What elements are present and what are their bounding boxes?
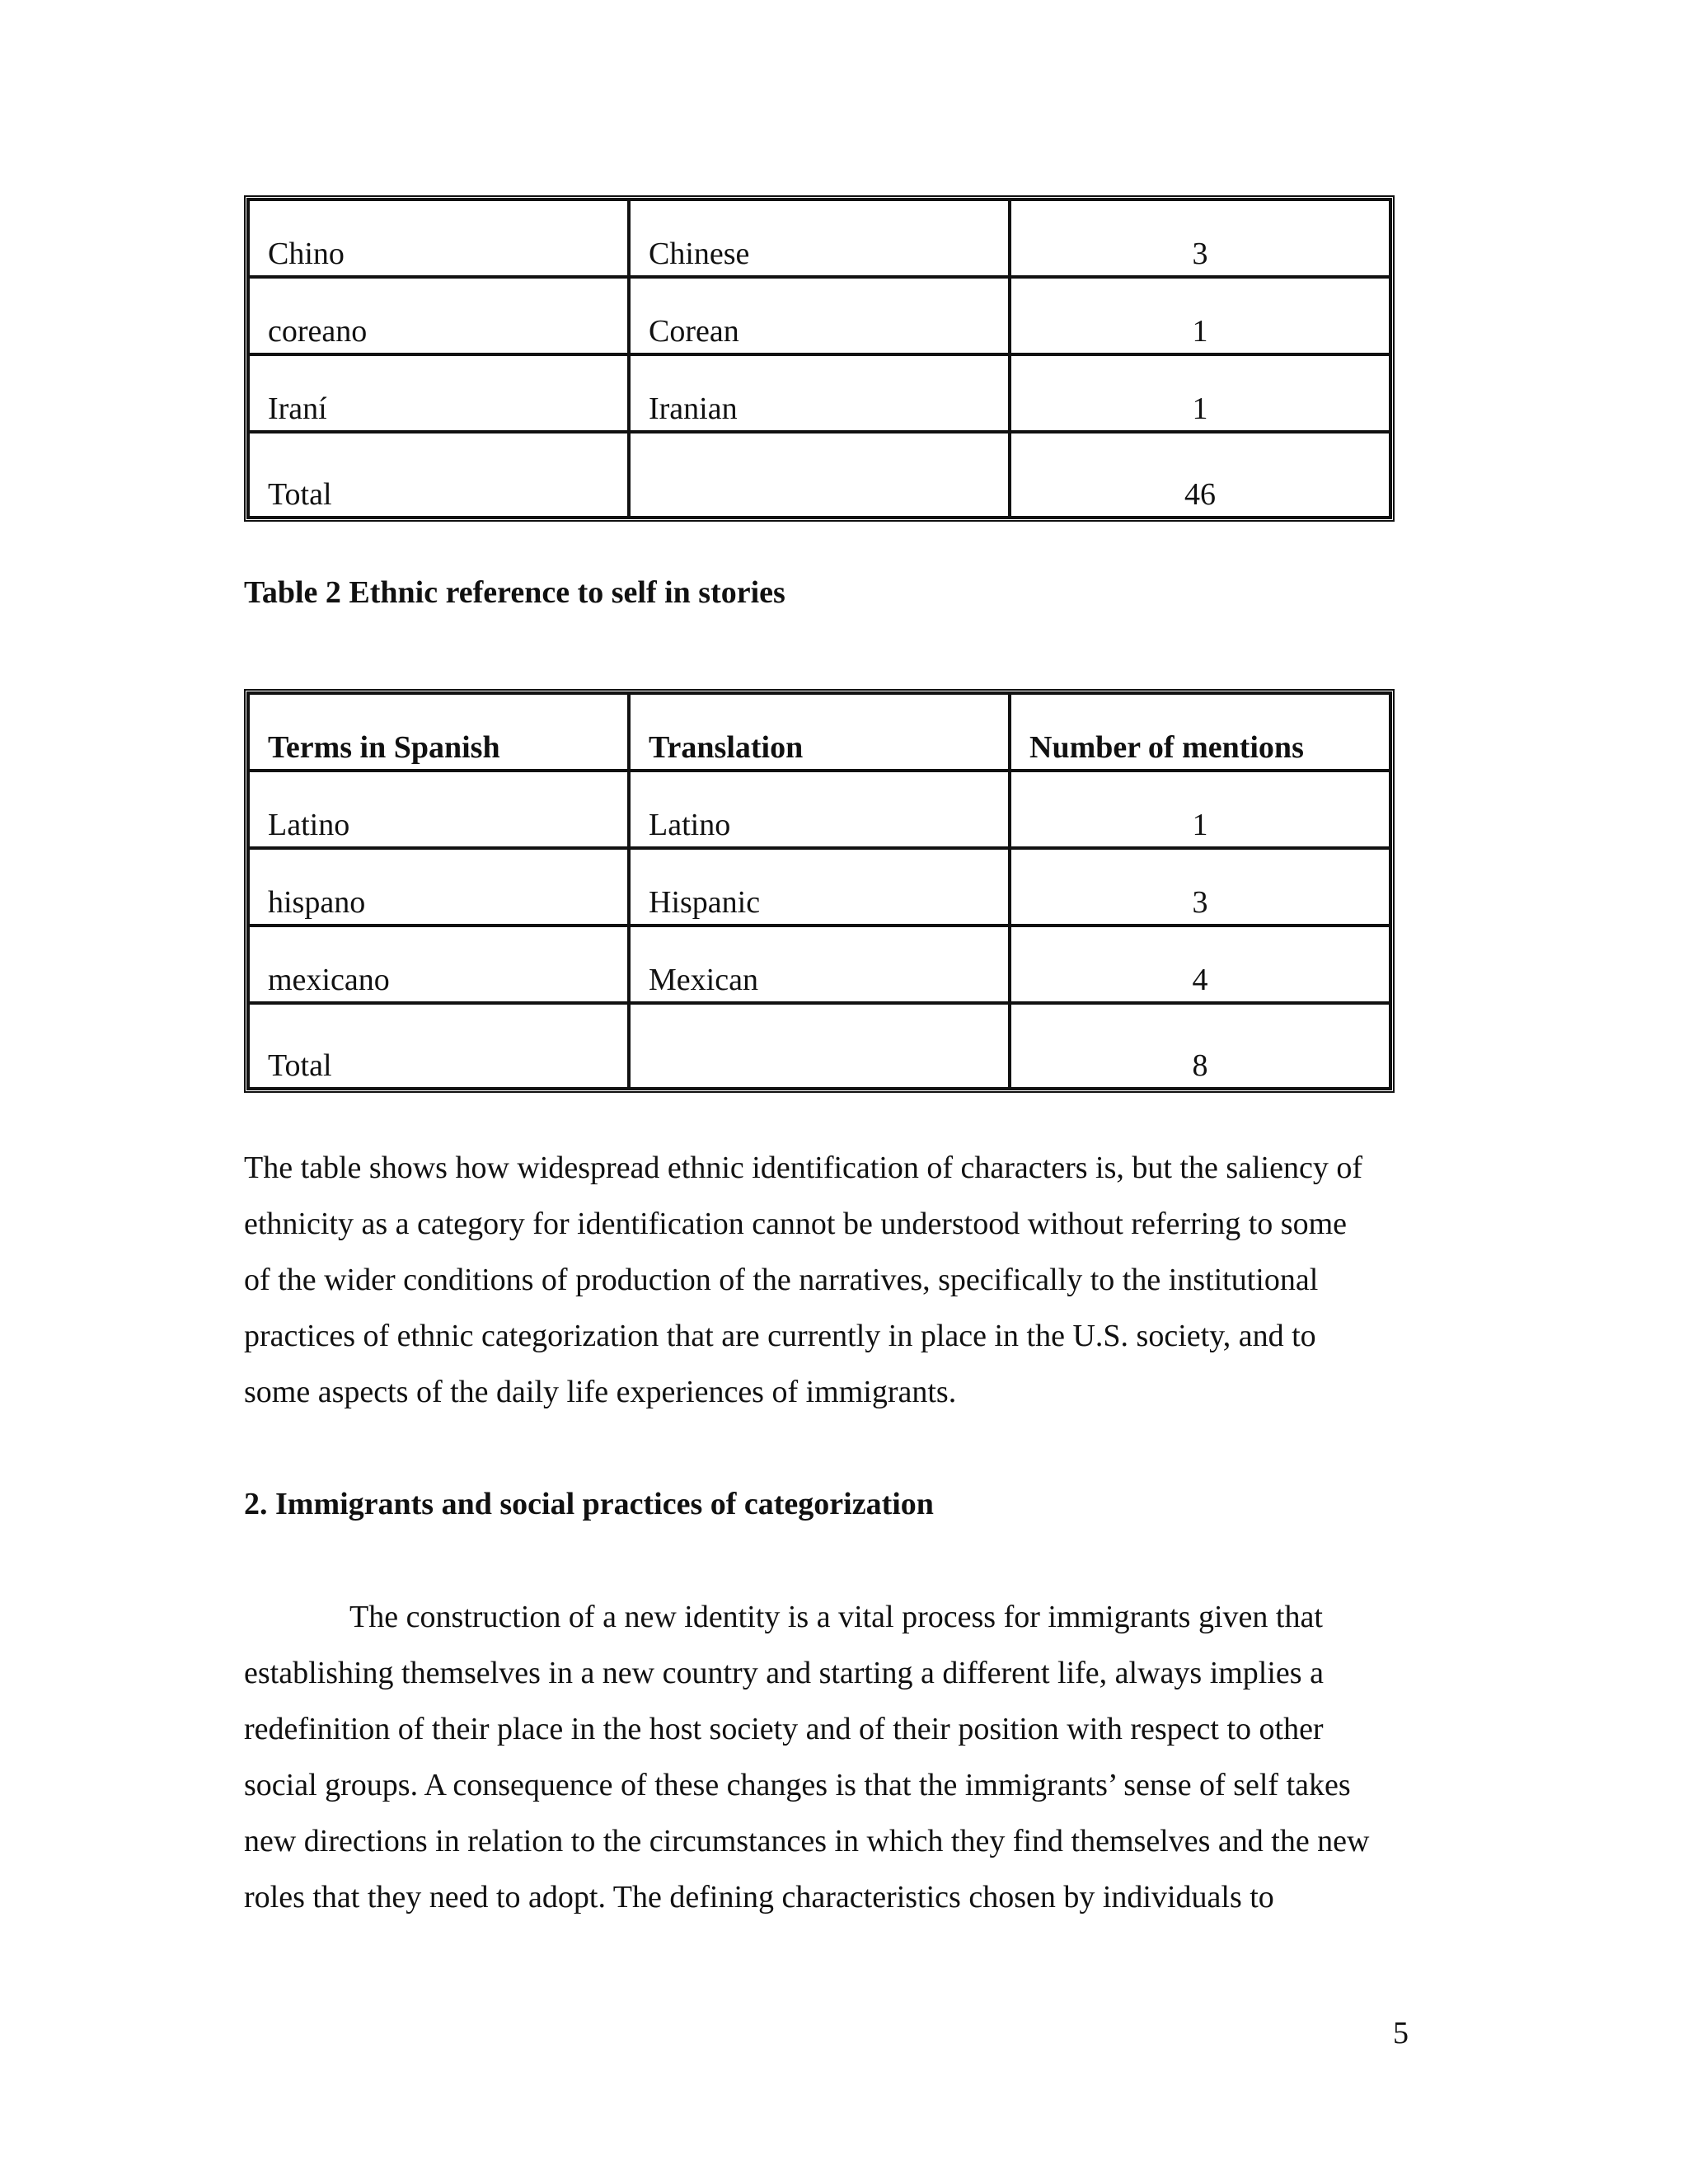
column-header-translation: Translation xyxy=(629,693,1010,771)
spanish-term-cell: Iraní xyxy=(248,354,629,432)
translation-cell: Mexican xyxy=(629,926,1010,1003)
mentions-cell: 3 xyxy=(1010,848,1390,926)
paragraph-line: social groups. A consequence of these changes is that the immigrants’ sense of self takes xyxy=(244,1768,1351,1802)
paragraph-line: new directions in relation to the circumstances in which they find themselves and the new xyxy=(244,1824,1370,1858)
paragraph-line: redefinition of their place in the host society and of their position with respect to other xyxy=(244,1712,1324,1746)
table-2-caption: Table 2 Ethnic reference to self in stories xyxy=(244,575,785,610)
table-row xyxy=(248,926,1390,1003)
total-count-cell: 8 xyxy=(1010,1003,1390,1089)
paragraph-line: The construction of a new identity is a vital process for immigrants given that xyxy=(349,1600,1323,1634)
table-row xyxy=(248,354,1390,432)
total-count-cell: 46 xyxy=(1010,432,1390,518)
paragraph-line: ethnicity as a category for identification cannot be understood without referring to some xyxy=(244,1207,1348,1241)
table-row xyxy=(248,848,1390,926)
translation-cell: Latino xyxy=(629,771,1010,848)
table-total-row xyxy=(248,432,1390,518)
spanish-term-cell: coreano xyxy=(248,277,629,354)
table-row xyxy=(248,771,1390,848)
page-number: 5 xyxy=(1393,2016,1409,2050)
empty-cell xyxy=(629,432,1010,518)
ethnic-reference-others-table-continued xyxy=(244,195,1395,522)
translation-cell: Corean xyxy=(629,277,1010,354)
spanish-term-cell: hispano xyxy=(248,848,629,926)
body-paragraph xyxy=(244,1140,1431,1420)
translation-cell: Chinese xyxy=(629,199,1010,277)
empty-cell xyxy=(629,1003,1010,1089)
spanish-term-cell: mexicano xyxy=(248,926,629,1003)
mentions-cell: 1 xyxy=(1010,277,1390,354)
table-header-row xyxy=(248,693,1390,771)
spanish-term-cell: Latino xyxy=(248,771,629,848)
table-row xyxy=(248,277,1390,354)
paragraph-line: some aspects of the daily life experiences of immigrants. xyxy=(244,1375,957,1409)
translation-cell: Hispanic xyxy=(629,848,1010,926)
paragraph-line: The table shows how widespread ethnic identification of characters is, but the saliency of xyxy=(244,1151,1362,1185)
mentions-cell: 4 xyxy=(1010,926,1390,1003)
translation-cell: Iranian xyxy=(629,354,1010,432)
mentions-cell: 1 xyxy=(1010,354,1390,432)
paragraph-line: roles that they need to adopt. The defining characteristics chosen by individuals to xyxy=(244,1880,1274,1915)
paragraph-line: establishing themselves in a new country and starting a different life, always implies a xyxy=(244,1656,1324,1690)
column-header-mentions: Number of mentions xyxy=(1010,693,1390,771)
body-paragraph xyxy=(244,1589,1431,1925)
total-label-cell: Total xyxy=(248,1003,629,1089)
mentions-cell: 1 xyxy=(1010,771,1390,848)
paragraph-line: practices of ethnic categorization that are currently in place in the U.S. society, and to xyxy=(244,1319,1316,1353)
paragraph-line: of the wider conditions of production of the narratives, specifically to the institutional xyxy=(244,1263,1319,1297)
table-total-row xyxy=(248,1003,1390,1089)
mentions-cell: 3 xyxy=(1010,199,1390,277)
ethnic-reference-self-table xyxy=(244,689,1395,1093)
spanish-term-cell: Chino xyxy=(248,199,629,277)
total-label-cell: Total xyxy=(248,432,629,518)
table-row xyxy=(248,199,1390,277)
section-heading: 2. Immigrants and social practices of categorization xyxy=(244,1487,934,1521)
column-header-spanish: Terms in Spanish xyxy=(248,693,629,771)
